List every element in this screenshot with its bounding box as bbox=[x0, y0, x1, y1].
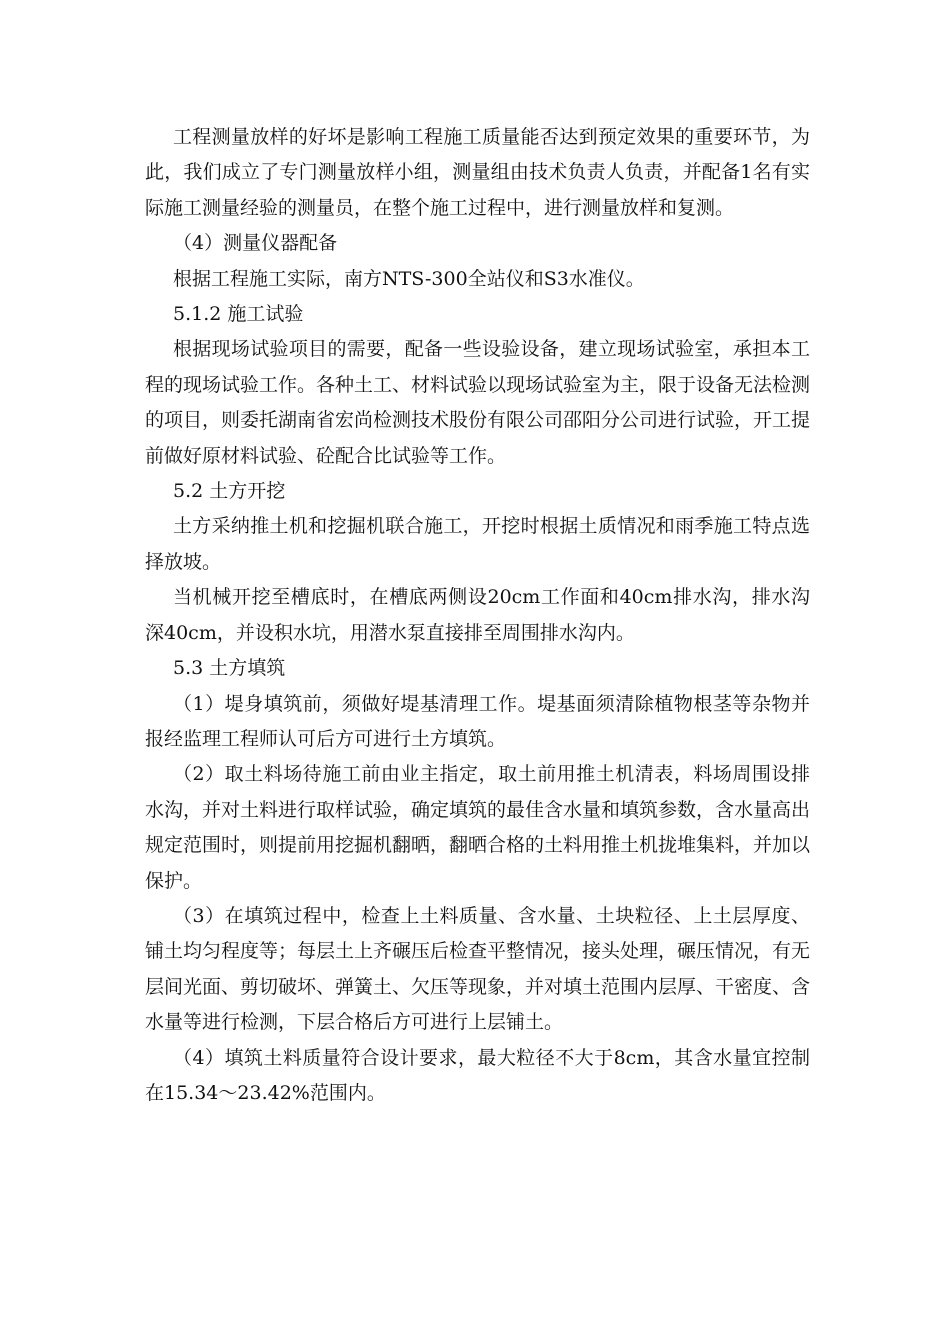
paragraph-survey-setup: 工程测量放样的好坏是影响工程施工质量能否达到预定效果的重要环节，为此，我们成立了专门测量放样小组，测量组由技术负责人负责，并配备1名有实际施工测量经验的测量员，在整个施工过程中，进行测量放样和复测。 bbox=[145, 126, 810, 219]
section-heading-5-1-2: 5.1.2 施工试验 bbox=[173, 303, 304, 326]
paragraph-fill-step-2: （2）取土料场待施工前由业主指定，取土前用推土机清表，料场周围设排水沟，并对土料进行取样试验，确定填筑的最佳含水量和填筑参数，含水量高出规定范围时，则提前用挖掘机翻晒，翻晒合格的土料用推土机拢堆集料，并加以保护。 bbox=[145, 763, 811, 892]
paragraph-instruments: 根据工程施工实际，南方NTS-300全站仪和S3水准仪。 bbox=[173, 267, 645, 290]
section-heading-5-2: 5.2 土方开挖 bbox=[173, 480, 286, 503]
paragraph-construction-testing: 根据现场试验项目的需要，配备一些设验设备，建立现场试验室，承担本工程的现场试验工作。各种土工、材料试验以现场试验室为主，限于设备无法检测的项目，则委托湖南省宏尚检测技术股份有限公司邵阳分公司进行试验，开工提前做好原材料试验、砼配合比试验等工作。 bbox=[145, 338, 811, 467]
paragraph-fill-step-4: （4）填筑土料质量符合设计要求，最大粒径不大于8cm，其含水量宜控制在15.34～23.42%范围内。 bbox=[145, 1046, 810, 1104]
subheading-survey-instruments: （4）测量仪器配备 bbox=[173, 232, 338, 255]
paragraph-excavation-drainage: 当机械开挖至槽底时，在槽底两侧设20cm工作面和40cm排水沟，排水沟深40cm，并设积水坑，用潜水泵直接排至周围排水沟内。 bbox=[145, 586, 810, 644]
paragraph-excavation-method: 土方采纳推土机和挖掘机联合施工，开挖时根据土质情况和雨季施工特点选择放坡。 bbox=[145, 515, 810, 573]
section-heading-5-3: 5.3 土方填筑 bbox=[173, 657, 286, 680]
paragraph-fill-step-1: （1）堤身填筑前，须做好堤基清理工作。堤基面须清除植物根茎等杂物并报经监理工程师认可后方可进行土方填筑。 bbox=[145, 692, 810, 750]
document-body bbox=[145, 120, 810, 1111]
paragraph-fill-step-3: （3）在填筑过程中，检查上土料质量、含水量、土块粒径、上土层厚度、铺土均匀程度等；每层土上齐碾压后检查平整情况，接头处理，碾压情况，有无层间光面、剪切破坏、弹簧土、欠压等现象，并对填土范围内层厚、干密度、含水量等进行检测，下层合格后方可进行上层铺土。 bbox=[145, 904, 811, 1034]
